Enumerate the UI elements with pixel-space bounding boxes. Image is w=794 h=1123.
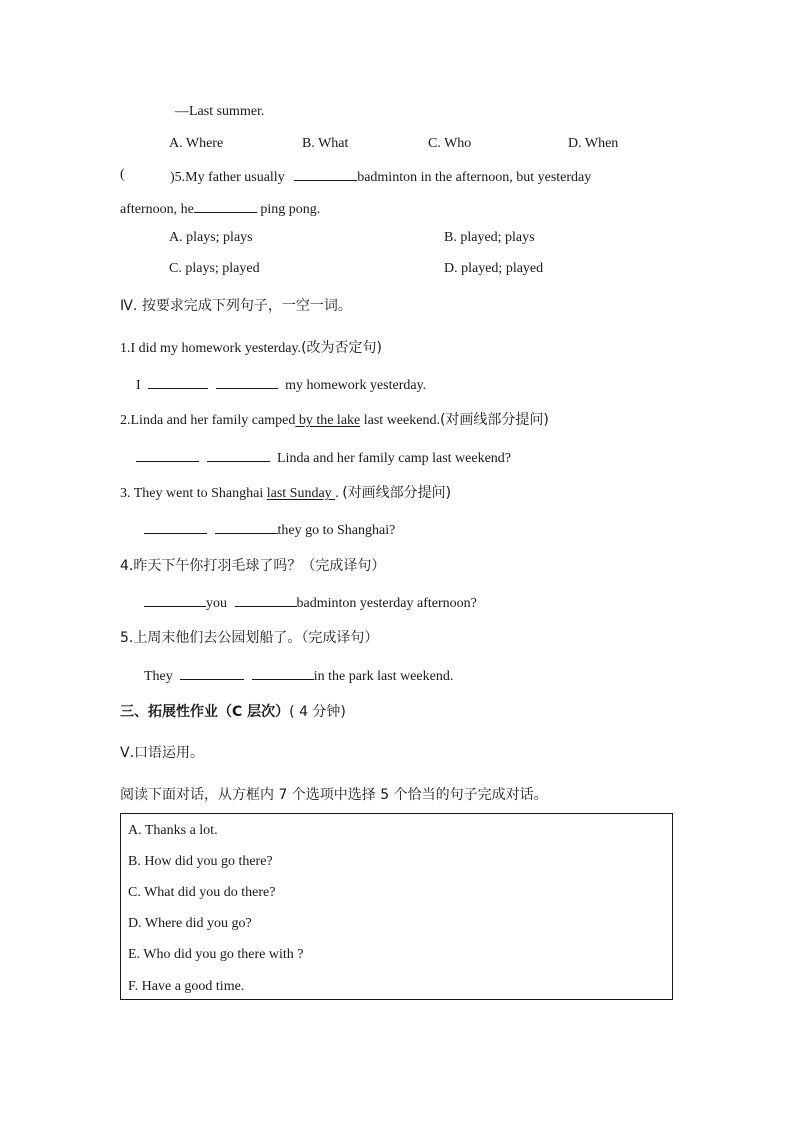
q5-option-b: B. played; plays bbox=[444, 230, 535, 245]
s4-item3-answer-post: they go to Shanghai? bbox=[277, 523, 396, 538]
option-d: D. Where did you go? bbox=[128, 916, 252, 931]
s4-item4-answer-post: badminton yesterday afternoon? bbox=[296, 596, 477, 611]
q5-answer-paren: ( bbox=[120, 167, 125, 182]
s4-item1-answer bbox=[136, 374, 426, 395]
q5-option-d: D. played; played bbox=[444, 261, 544, 276]
s4-item3-text-end: . bbox=[335, 486, 343, 501]
s4-item1-answer-post: my homework yesterday. bbox=[285, 378, 427, 393]
option-c: C. What did you do there? bbox=[128, 885, 276, 900]
s4-item2-prompt bbox=[120, 411, 549, 430]
q4-option-d: D. When bbox=[568, 136, 619, 151]
s4-item4-blank-1[interactable] bbox=[144, 592, 206, 607]
section3-heading-time: ( 4 分钟) bbox=[289, 704, 346, 720]
q4-option-c: C. Who bbox=[428, 136, 472, 151]
s4-item1-blank-2[interactable] bbox=[216, 374, 278, 389]
s4-item3-underlined: last Sunday bbox=[266, 486, 336, 501]
q5-blank-1[interactable] bbox=[294, 166, 357, 181]
s4-item4-blank-2[interactable] bbox=[235, 592, 297, 607]
s4-item1-text: 1.I did my homework yesterday. bbox=[120, 341, 302, 356]
s4-item2-blank-1[interactable] bbox=[136, 447, 199, 462]
q5-stem-part2b: ping pong. bbox=[260, 202, 321, 217]
s4-item1-blank-1[interactable] bbox=[148, 374, 208, 389]
s4-item3-text: 3. They went to Shanghai bbox=[120, 486, 267, 501]
s4-item4-prompt: 4.昨天下午你打羽毛球了吗？（完成译句） bbox=[120, 558, 386, 574]
s4-item5-answer-pre: They bbox=[144, 669, 173, 684]
q5-stem-line1 bbox=[170, 166, 591, 187]
q5-stem-part2a: afternoon, he bbox=[120, 202, 194, 217]
q5-stem-start: )5.My father usually bbox=[170, 170, 285, 185]
s4-item5-answer-post: in the park last weekend. bbox=[313, 669, 454, 684]
s4-item1-instruction: (改为否定句) bbox=[301, 340, 382, 356]
option-e: E. Who did you go there with ? bbox=[128, 947, 304, 962]
s4-item5-prompt: 5.上周末他们去公园划船了。（完成译句） bbox=[120, 630, 379, 646]
s4-item4-answer bbox=[144, 592, 477, 613]
options-box bbox=[120, 813, 673, 1000]
section4-title: Ⅳ. 按要求完成下列句子，一空一词。 bbox=[120, 298, 352, 314]
s4-item3-instruction: (对画线部分提问) bbox=[342, 485, 452, 501]
q5-option-c: C. plays; played bbox=[169, 261, 260, 276]
section3-heading bbox=[120, 703, 346, 721]
s4-item1-answer-pre: I bbox=[136, 378, 141, 393]
s4-item2-underlined: by the lake bbox=[295, 413, 361, 428]
s4-item5-blank-2[interactable] bbox=[252, 665, 314, 680]
s4-item3-answer bbox=[144, 519, 395, 540]
q4-answer-line: —Last summer. bbox=[175, 104, 265, 119]
s4-item1-prompt bbox=[120, 339, 382, 358]
s4-item2-blank-2[interactable] bbox=[207, 447, 270, 462]
s4-item2-answer bbox=[136, 447, 511, 468]
s4-item3-prompt bbox=[120, 484, 451, 503]
q4-option-b: B. What bbox=[302, 136, 349, 151]
section5-instruction: 阅读下面对话，从方框内 7 个选项中选择 5 个恰当的句子完成对话。 bbox=[120, 787, 548, 803]
s4-item5-blank-1[interactable] bbox=[180, 665, 244, 680]
q5-stem-line2 bbox=[120, 198, 320, 219]
option-b: B. How did you go there? bbox=[128, 854, 273, 869]
q5-blank-2[interactable] bbox=[194, 198, 257, 213]
s4-item2-text-end: last weekend. bbox=[360, 413, 440, 428]
q5-option-a: A. plays; plays bbox=[169, 230, 253, 245]
s4-item2-answer-post: Linda and her family camp last weekend? bbox=[277, 451, 512, 466]
option-f: F. Have a good time. bbox=[128, 979, 245, 994]
q5-stem-rest: badminton in the afternoon, but yesterday bbox=[357, 170, 592, 185]
section3-heading-title: 三、拓展性作业（C 层次） bbox=[120, 704, 290, 720]
s4-item4-answer-mid: you bbox=[206, 596, 227, 611]
option-a: A. Thanks a lot. bbox=[128, 823, 218, 838]
s4-item3-blank-1[interactable] bbox=[144, 519, 207, 534]
section5-title: Ⅴ.口语运用。 bbox=[120, 745, 205, 761]
s4-item3-blank-2[interactable] bbox=[215, 519, 278, 534]
s4-item2-text: 2.Linda and her family camped bbox=[120, 413, 296, 428]
q4-option-a: A. Where bbox=[169, 136, 224, 151]
s4-item5-answer bbox=[144, 665, 453, 686]
s4-item2-instruction: (对画线部分提问) bbox=[439, 412, 549, 428]
